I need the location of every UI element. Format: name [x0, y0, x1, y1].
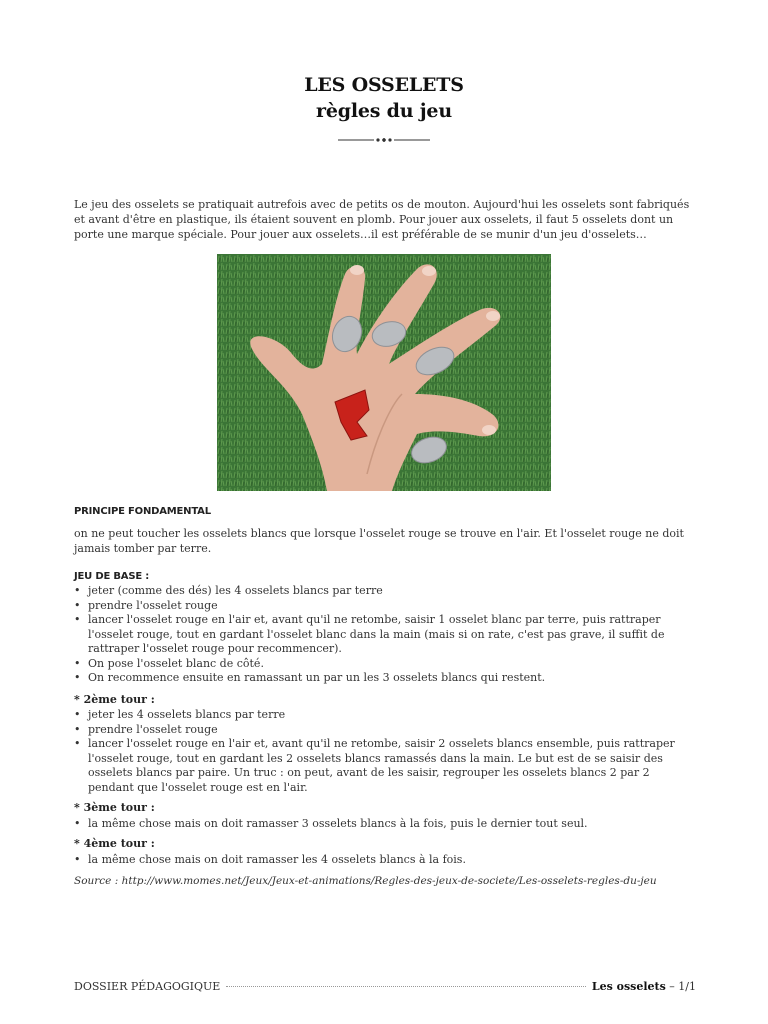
principe-heading: PRINCIPE FONDAMENTAL — [74, 506, 211, 517]
source-citation: Source : http://www.momes.net/Jeux/Jeux-et-animations/Regles-des-jeux-de-societe/Les-osselets-regles-du-jeu — [74, 875, 657, 887]
footer-left-label: DOSSIER PÉDAGOGIQUE — [74, 980, 221, 993]
title-ornament-divider — [338, 134, 430, 146]
list-item: • On recommence ensuite en ramassant un par un les 3 osselets blancs qui restent. — [74, 671, 696, 686]
principe-text: on ne peut toucher les osselets blancs que lorsque l'osselet rouge se trouve en l'air. Et l'osselet rouge ne doit jamais tomber par terre. — [74, 527, 684, 555]
intro-paragraph: Le jeu des osselets se pratiquait autrefois avec de petits os de mouton. Aujourd'hui les osselets sont fabriqués et avant d'être en plastique, ils étaient souvent en plomb. Pour jouer aux osselets, il faut 5 osselets dont un porte une marque spéciale. Pour jouer aux osselets…il est préférable de se munir d'un jeu d'osselets… — [74, 198, 690, 241]
title-line-1: LES OSSELETS — [304, 74, 464, 96]
jeu-de-base-list — [74, 584, 696, 686]
list-item: • prendre l'osselet rouge — [74, 723, 696, 738]
tour-4-label: * 4ème tour : — [74, 837, 155, 850]
footer-page-number: – 1/1 — [665, 980, 696, 993]
title-line-2: règles du jeu — [316, 100, 452, 122]
page-footer — [74, 980, 696, 996]
footer-dot-leader — [226, 986, 586, 987]
jeu-de-base-heading: JEU DE BASE : — [74, 571, 150, 582]
hand-with-osselets-photo — [217, 254, 551, 491]
footer-doc-title: Les osselets — [591, 980, 666, 993]
list-item: • On pose l'osselet blanc de côté. — [74, 657, 696, 672]
list-item: • la même chose mais on doit ramasser les 4 osselets blancs à la fois. — [74, 853, 696, 868]
tour-2-label: * 2ème tour : — [74, 693, 155, 706]
list-item: • lancer l'osselet rouge en l'air et, avant qu'il ne retombe, saisir 2 osselets blancs ensemble, puis rattraper l'osselet rouge, tout en gardant les 2 osselets blancs ramassés dans la main. Le but est de se saisir des osselets blancs par paire. Un truc : on peut, avant de les saisir, regrouper les osselets blancs 2 par 2 pendant que l'osselet rouge est en l'air. — [74, 737, 696, 795]
tour-2-list — [74, 708, 696, 795]
page-title — [0, 72, 768, 124]
list-item: • lancer l'osselet rouge en l'air et, avant qu'il ne retombe, saisir 1 osselet blanc par terre, puis rattraper l'osselet rouge, tout en gardant l'osselet blanc dans la main (mais si on rate, c'est pas grave, il suffit de rattraper l'osselet rouge pour recommencer). — [74, 613, 696, 657]
list-item: • prendre l'osselet rouge — [74, 599, 696, 614]
list-item: • jeter (comme des dés) les 4 osselets blancs par terre — [74, 584, 696, 599]
footer-page-ref — [592, 980, 696, 993]
list-item: • jeter les 4 osselets blancs par terre — [74, 708, 696, 723]
list-item: • la même chose mais on doit ramasser 3 osselets blancs à la fois, puis le dernier tout seul. — [74, 817, 696, 832]
tour-3-list — [74, 817, 696, 832]
tour-4-list — [74, 853, 696, 868]
tour-3-label: * 3ème tour : — [74, 801, 155, 814]
